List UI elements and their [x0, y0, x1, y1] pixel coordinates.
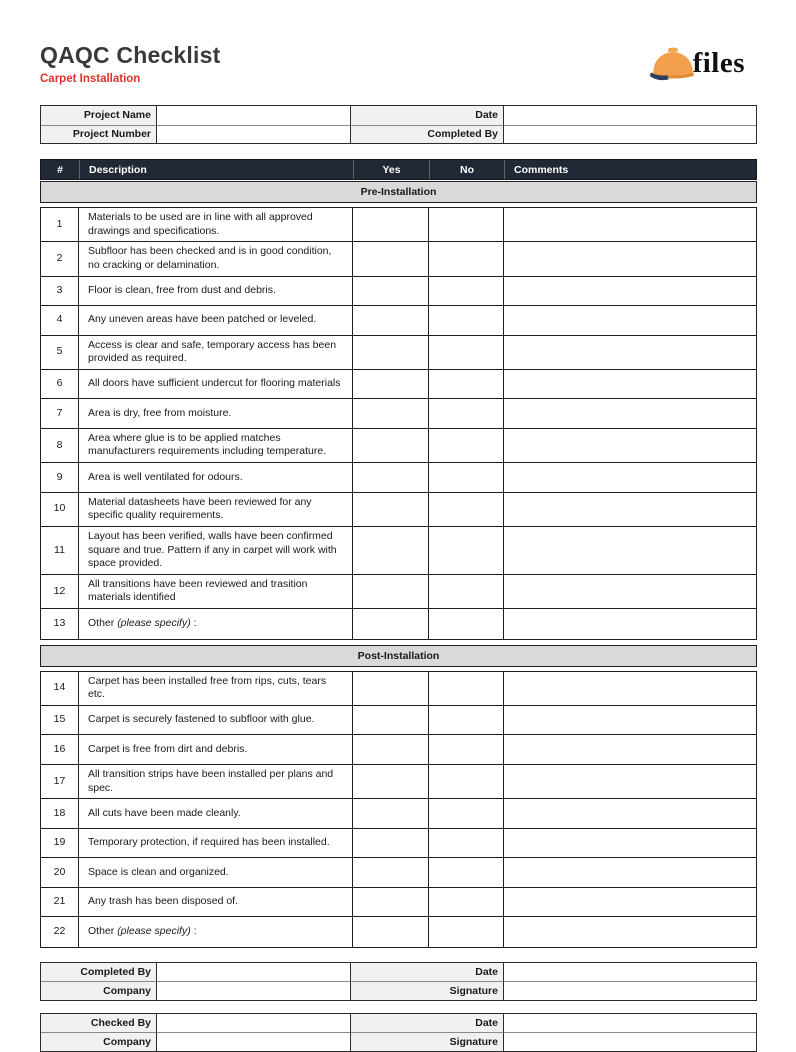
checklist-row — [41, 493, 756, 527]
comments-cell[interactable] — [504, 672, 756, 705]
checklist-row — [41, 706, 756, 736]
yes-cell[interactable] — [353, 799, 429, 828]
comments-cell[interactable] — [504, 306, 756, 335]
yes-cell[interactable] — [353, 609, 429, 639]
no-cell[interactable] — [429, 463, 504, 492]
project-name-label: Project Name — [41, 106, 157, 125]
col-comments-header: Comments — [504, 160, 756, 179]
row-description: Material datasheets have been reviewed for any specific quality requirements. — [79, 493, 353, 526]
checklist-row — [41, 672, 756, 706]
row-number: 21 — [41, 888, 79, 917]
no-cell[interactable] — [429, 765, 504, 798]
checked-date-field[interactable] — [504, 1014, 756, 1033]
row-description: Carpet has been installed free from rips, cuts, tears etc. — [79, 672, 353, 705]
row-description: All doors have sufficient undercut for flooring materials — [79, 370, 353, 399]
row-description: Subfloor has been checked and is in good condition, no cracking or delamination. — [79, 242, 353, 275]
col-number-header: # — [57, 163, 63, 176]
row-number: 8 — [41, 429, 79, 462]
comments-cell[interactable] — [504, 575, 756, 608]
no-cell[interactable] — [429, 399, 504, 428]
checklist-row — [41, 463, 756, 493]
title-block — [40, 40, 220, 85]
checklist-row — [41, 336, 756, 370]
yes-cell[interactable] — [353, 370, 429, 399]
yes-cell[interactable] — [353, 765, 429, 798]
row-number: 17 — [41, 765, 79, 798]
project-info-table — [40, 105, 757, 144]
checklist-row — [41, 735, 756, 765]
comments-cell[interactable] — [504, 370, 756, 399]
row-number: 18 — [41, 799, 79, 828]
no-cell[interactable] — [429, 527, 504, 574]
yes-cell[interactable] — [353, 527, 429, 574]
checklist-row — [41, 799, 756, 829]
section-rows — [40, 671, 757, 948]
row-description: All cuts have been made cleanly. — [79, 799, 353, 828]
signoff-completed-by-label: Completed By — [41, 963, 157, 982]
signoff-completed-by-field[interactable] — [157, 963, 351, 982]
section-header: Post-Installation — [40, 645, 757, 667]
section-header: Pre-Installation — [40, 181, 757, 203]
comments-cell[interactable] — [504, 463, 756, 492]
row-description: Any trash has been disposed of. — [79, 888, 353, 917]
comments-cell[interactable] — [504, 735, 756, 764]
yes-cell[interactable] — [353, 463, 429, 492]
row-description: Carpet is securely fastened to subfloor with glue. — [79, 706, 353, 735]
logo-text: files — [692, 46, 745, 79]
comments-cell[interactable] — [504, 336, 756, 369]
date-field[interactable] — [504, 106, 756, 125]
row-number: 10 — [41, 493, 79, 526]
row-number: 16 — [41, 735, 79, 764]
checked-by-field[interactable] — [157, 1014, 351, 1033]
row-description: Temporary protection, if required has been installed. — [79, 829, 353, 858]
row-description: Other (please specify) : — [79, 917, 353, 947]
yes-cell[interactable] — [353, 735, 429, 764]
comments-cell[interactable] — [504, 917, 756, 947]
no-cell[interactable] — [429, 706, 504, 735]
checklist-row — [41, 242, 756, 276]
checked-signature-field[interactable] — [504, 1032, 756, 1051]
no-cell[interactable] — [429, 575, 504, 608]
row-description: All transition strips have been installed per plans and spec. — [79, 765, 353, 798]
row-number: 1 — [41, 208, 79, 241]
col-description-header: Description — [79, 160, 353, 179]
signoff-company-field[interactable] — [157, 981, 351, 1000]
col-no-header: No — [429, 160, 504, 179]
signoff-signature-field[interactable] — [504, 981, 756, 1000]
checklist-row — [41, 370, 756, 400]
no-cell[interactable] — [429, 858, 504, 887]
signoff-company-label: Company — [41, 981, 157, 1000]
checked-company-field[interactable] — [157, 1032, 351, 1051]
row-description: Area where glue is to be applied matches manufacturers requirements including temperature. — [79, 429, 353, 462]
row-description: Any uneven areas have been patched or leveled. — [79, 306, 353, 335]
no-cell[interactable] — [429, 277, 504, 306]
no-cell[interactable] — [429, 917, 504, 947]
yes-cell[interactable] — [353, 493, 429, 526]
no-cell[interactable] — [429, 609, 504, 639]
checklist-table — [40, 159, 757, 948]
comments-cell[interactable] — [504, 208, 756, 241]
comments-cell[interactable] — [504, 765, 756, 798]
yes-cell[interactable] — [353, 242, 429, 275]
no-cell[interactable] — [429, 208, 504, 241]
yes-cell[interactable] — [353, 858, 429, 887]
comments-cell[interactable] — [504, 527, 756, 574]
checklist-row — [41, 858, 756, 888]
no-cell[interactable] — [429, 799, 504, 828]
no-cell[interactable] — [429, 829, 504, 858]
checklist-row — [41, 609, 756, 639]
hardhat-icon — [647, 44, 699, 82]
checklist-header-row — [40, 159, 757, 180]
row-description: All transitions have been reviewed and trasition materials identified — [79, 575, 353, 608]
row-number: 4 — [41, 306, 79, 335]
yes-cell[interactable] — [353, 336, 429, 369]
comments-cell[interactable] — [504, 277, 756, 306]
no-cell[interactable] — [429, 370, 504, 399]
date-label: Date — [351, 106, 504, 125]
row-number: 12 — [41, 575, 79, 608]
completed-by-signoff-table — [40, 962, 757, 1001]
yes-cell[interactable] — [353, 429, 429, 462]
row-description: Other (please specify) : — [79, 609, 353, 639]
signoff-date-field[interactable] — [504, 963, 756, 982]
project-number-field[interactable] — [157, 125, 351, 144]
no-cell[interactable] — [429, 306, 504, 335]
yes-cell[interactable] — [353, 706, 429, 735]
page-subtitle: Carpet Installation — [40, 73, 141, 85]
comments-cell[interactable] — [504, 706, 756, 735]
row-number: 3 — [41, 277, 79, 306]
checked-signature-label: Signature — [351, 1032, 504, 1051]
row-number: 5 — [41, 336, 79, 369]
col-yes-header: Yes — [353, 160, 429, 179]
row-number: 11 — [41, 527, 79, 574]
yes-cell[interactable] — [353, 829, 429, 858]
page-title: QAQC Checklist — [40, 42, 221, 68]
checked-company-label: Company — [41, 1032, 157, 1051]
signoff-signature-label: Signature — [351, 981, 504, 1000]
yes-cell[interactable] — [353, 208, 429, 241]
yes-cell[interactable] — [353, 672, 429, 705]
row-number: 6 — [41, 370, 79, 399]
no-cell[interactable] — [429, 672, 504, 705]
checklist-row — [41, 888, 756, 918]
section-rows — [40, 207, 757, 640]
comments-cell[interactable] — [504, 829, 756, 858]
no-cell[interactable] — [429, 336, 504, 369]
checked-by-signoff-table — [40, 1013, 757, 1052]
row-description: Layout has been verified, walls have been confirmed square and true. Pattern if any in carpet will work with space provided. — [79, 527, 353, 574]
yes-cell[interactable] — [353, 917, 429, 947]
yes-cell[interactable] — [353, 575, 429, 608]
no-cell[interactable] — [429, 242, 504, 275]
checklist-row — [41, 277, 756, 307]
row-number: 19 — [41, 829, 79, 858]
row-number: 9 — [41, 463, 79, 492]
checklist-row — [41, 429, 756, 463]
comments-cell[interactable] — [504, 799, 756, 828]
checklist-row — [41, 208, 756, 242]
completed-by-field[interactable] — [504, 125, 756, 144]
checklist-row — [41, 765, 756, 799]
row-number: 22 — [41, 917, 79, 947]
project-number-label: Project Number — [41, 125, 157, 144]
row-number: 7 — [41, 399, 79, 428]
row-description: Access is clear and safe, temporary access has been provided as required. — [79, 336, 353, 369]
yes-cell[interactable] — [353, 277, 429, 306]
row-description: Carpet is free from dirt and debris. — [79, 735, 353, 764]
no-cell[interactable] — [429, 429, 504, 462]
row-number: 15 — [41, 706, 79, 735]
checklist-row — [41, 306, 756, 336]
checklist-row — [41, 829, 756, 859]
row-description: Materials to be used are in line with all approved drawings and specifications. — [79, 208, 353, 241]
checklist-row — [41, 575, 756, 609]
no-cell[interactable] — [429, 493, 504, 526]
comments-cell[interactable] — [504, 888, 756, 917]
yes-cell[interactable] — [353, 306, 429, 335]
comments-cell[interactable] — [504, 242, 756, 275]
yes-cell[interactable] — [353, 888, 429, 917]
row-description: Space is clean and organized. — [79, 858, 353, 887]
signoff-date-label: Date — [351, 963, 504, 982]
logo — [647, 44, 745, 82]
checklist-row — [41, 917, 756, 947]
comments-cell[interactable] — [504, 493, 756, 526]
row-number: 13 — [41, 609, 79, 639]
comments-cell[interactable] — [504, 858, 756, 887]
document-header — [40, 40, 757, 92]
comments-cell[interactable] — [504, 609, 756, 639]
checklist-row — [41, 527, 756, 575]
no-cell[interactable] — [429, 888, 504, 917]
completed-by-label: Completed By — [351, 125, 504, 144]
yes-cell[interactable] — [353, 399, 429, 428]
no-cell[interactable] — [429, 735, 504, 764]
comments-cell[interactable] — [504, 399, 756, 428]
checklist-body — [40, 181, 757, 948]
row-description: Area is dry, free from moisture. — [79, 399, 353, 428]
project-name-field[interactable] — [157, 106, 351, 125]
row-number: 2 — [41, 242, 79, 275]
checked-by-label: Checked By — [41, 1014, 157, 1033]
comments-cell[interactable] — [504, 429, 756, 462]
row-number: 14 — [41, 672, 79, 705]
row-description: Floor is clean, free from dust and debris. — [79, 277, 353, 306]
checklist-row — [41, 399, 756, 429]
row-number: 20 — [41, 858, 79, 887]
row-description: Area is well ventilated for odours. — [79, 463, 353, 492]
checked-date-label: Date — [351, 1014, 504, 1033]
